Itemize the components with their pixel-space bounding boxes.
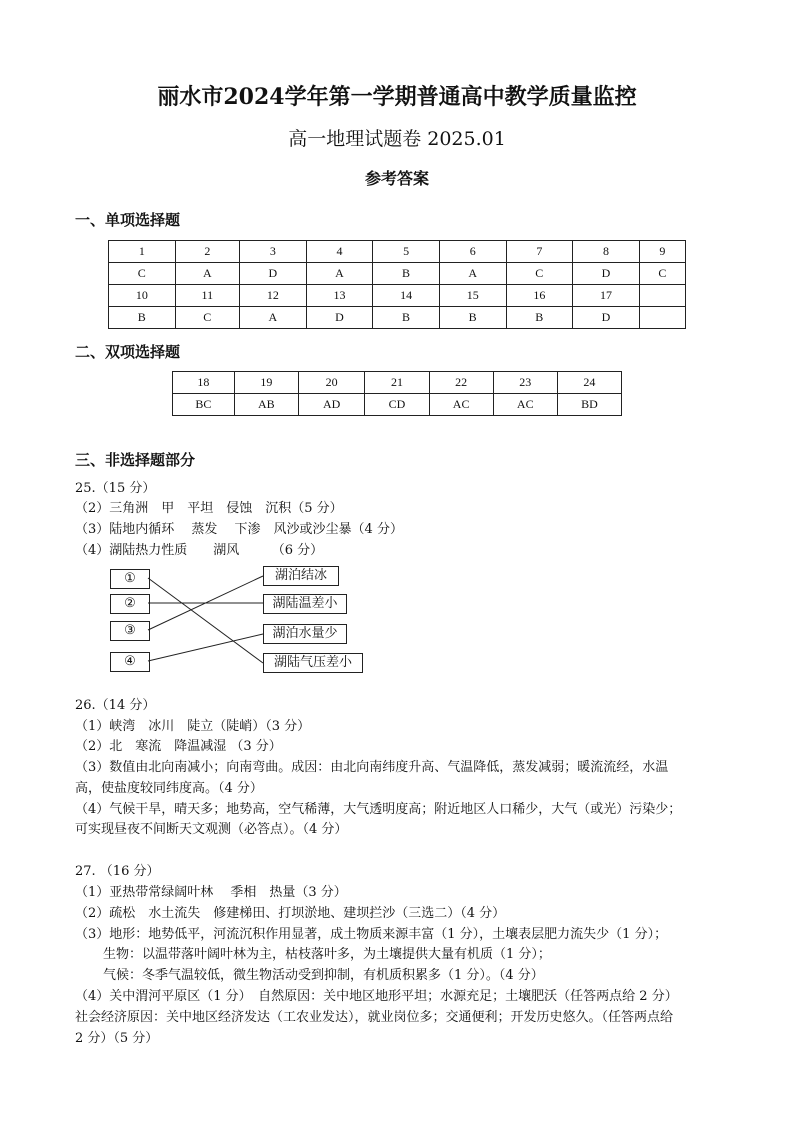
table-cell: 15 [439,285,506,307]
answer-line: （4）湖陆热力性质 湖风 （6 分） [75,543,324,558]
table-cell: B [373,307,440,329]
table-cell: CD [365,394,429,416]
table-cell: 1 [109,241,176,263]
table-cell: D [573,263,640,285]
table-cell: BC [173,394,235,416]
answer-line: （3）数值由北向南减小；向南弯曲。成因：由北向南纬度升高、气温降低，蒸发减弱；暖流流经，水温 [75,760,669,775]
table-cell: 16 [506,285,573,307]
table-cell: AD [298,394,365,416]
table-cell: 3 [240,241,307,263]
table-cell: 12 [240,285,307,307]
answer-line: （2）三角洲 甲 平坦 侵蚀 沉积（5 分） [75,501,343,516]
table-cell: 13 [306,285,373,307]
table-cell: 24 [557,372,621,394]
table-cell: C [175,307,239,329]
answer-line: 生物：以温带落叶阔叶林为主，枯枝落叶多，为土壤提供大量有机质（1 分）； [103,947,551,962]
answer-line: 26.（14 分） [75,698,156,713]
answer-line: （3）陆地内循环 蒸发 下渗 风沙或沙尘暴（4 分） [75,522,403,537]
table-cell: 4 [306,241,373,263]
table-cell: 2 [175,241,239,263]
table-cell: 7 [506,241,573,263]
right-box-1: 湖泊结冰 [263,566,339,586]
table-cell: B [506,307,573,329]
answer-line: 社会经济原因：关中地区经济发达（工农业发达），就业岗位多；交通便利；开发历史悠久。（任答两点给 [75,1010,674,1025]
table-cell: B [373,263,440,285]
table-cell: A [175,263,239,285]
left-box-1: ① [110,569,150,589]
table-cell: B [109,307,176,329]
table-cell: D [306,307,373,329]
section3-heading: 三、非选择题部分 [75,451,196,469]
table-cell: 8 [573,241,640,263]
answer-line: 2 分）（5 分） [75,1031,159,1046]
answer-line: 气候：冬季气温较低，微生物活动受到抑制，有机质积累多（1 分）。（4 分） [103,968,544,983]
table-cell: AC [493,394,557,416]
match-line-1 [148,578,263,663]
table-cell: BD [557,394,621,416]
table-cell: 14 [373,285,440,307]
table-cell: 19 [234,372,298,394]
right-box-3: 湖泊水量少 [263,624,347,644]
answer-line: （3）地形：地势低平，河流沉积作用显著，成土物质来源丰富（1 分），土壤表层肥力流失少（1 分）； [75,927,668,942]
table-cell: AC [429,394,493,416]
section2-heading: 二、双项选择题 [75,343,181,361]
table-cell: 23 [493,372,557,394]
left-box-2: ② [110,594,150,614]
answer-line: （4）气候干旱，晴天多；地势高，空气稀薄，大气透明度高；附近地区人口稀少，大气（或光）污染少； [75,802,682,817]
table-cell: D [573,307,640,329]
answer-line: （1）亚热带常绿阔叶林 季相 热量（3 分） [75,885,347,900]
table-cell: B [439,307,506,329]
answer-line: 高，使盐度较同纬度高。（4 分） [75,781,263,796]
table-cell: 11 [175,285,239,307]
answer-heading: 参考答案 [364,169,429,188]
left-box-4: ④ [110,652,150,672]
answer-line: 25.（15 分） [75,481,156,496]
answer-line: 27. （16 分） [75,864,160,879]
table-cell: 9 [639,241,685,263]
table-cell: C [639,263,685,285]
right-box-4: 湖陆气压差小 [263,653,363,673]
answer-line: 可实现昼夜不间断天文观测（必答点）。（4 分） [75,822,348,837]
table-cell: 6 [439,241,506,263]
right-box-2: 湖陆温差小 [263,594,347,614]
table-cell: 18 [173,372,235,394]
table-cell: AB [234,394,298,416]
table-cell: 17 [573,285,640,307]
table-cell: D [240,263,307,285]
table-cell: 5 [373,241,440,263]
answer-line: （2）北 寒流 降温减湿 （3 分） [75,739,282,754]
table-cell: C [109,263,176,285]
table-cell: 22 [429,372,493,394]
table-cell: A [240,307,307,329]
answer-line: （2）疏松 水土流失 修建梯田、打坝淤地、建坝拦沙（三选二）（4 分） [75,906,506,921]
table-cell: C [506,263,573,285]
document-title: 丽水市2024学年第一学期普通高中教学质量监控 [157,84,637,110]
table-cell: 21 [365,372,429,394]
left-box-3: ③ [110,621,150,641]
match-line-4 [148,634,263,661]
answer-line: （1）峡湾 冰川 陡立（陡峭）（3 分） [75,719,311,734]
table-cell: 20 [298,372,365,394]
table-cell: 10 [109,285,176,307]
section1-heading: 一、单项选择题 [75,211,181,229]
document-subtitle: 高一地理试题卷 2025.01 [288,128,506,150]
table-cell: A [306,263,373,285]
answer-line: （4）关中渭河平原区（1 分） 自然原因：关中地区地形平坦；水源充足；土壤肥沃（任答两点给 2 分） [75,989,678,1004]
table-cell: A [439,263,506,285]
